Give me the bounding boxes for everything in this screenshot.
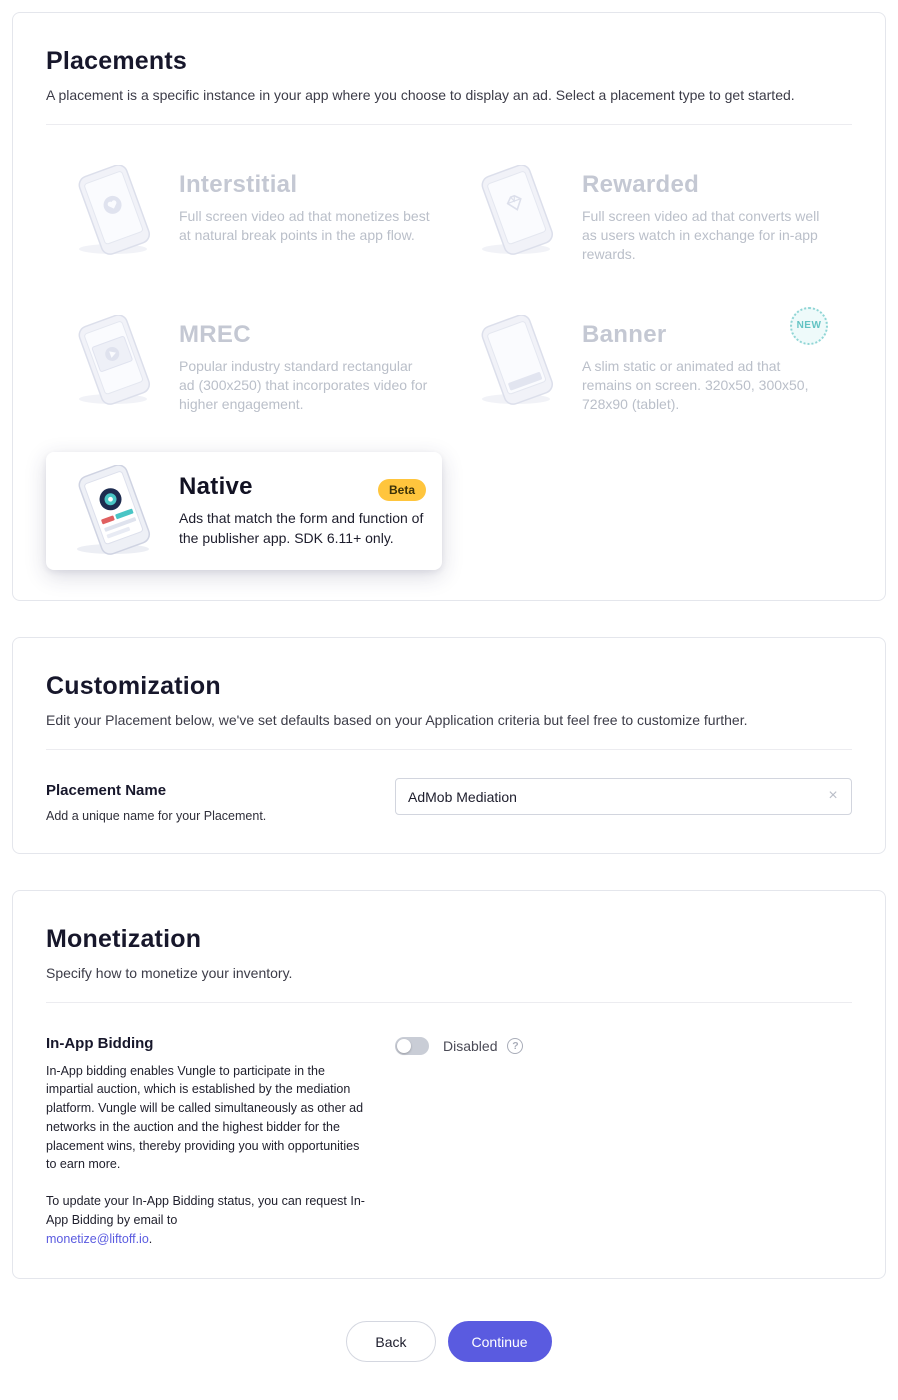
- placement-type-banner[interactable]: [449, 303, 852, 427]
- placement-name-row: [46, 778, 852, 823]
- divider: [46, 749, 852, 750]
- placement-type-mrec[interactable]: [46, 303, 449, 427]
- beta-badge: Beta: [378, 479, 426, 501]
- placement-type-description: Full screen video ad that converts well as users watch in exchange for in-app rewards.: [582, 207, 820, 263]
- continue-button[interactable]: Continue: [448, 1321, 552, 1362]
- placement-type-grid: [46, 153, 852, 571]
- monetization-title: Monetization: [46, 925, 202, 954]
- placement-type-interstitial[interactable]: [46, 153, 449, 277]
- divider: [46, 124, 852, 125]
- placement-name-input[interactable]: [395, 778, 852, 815]
- placement-type-description: Full screen video ad that monetizes best at natural break points in the app flow.: [179, 207, 430, 243]
- customization-subtitle: Edit your Placement below, we've set defaults based on your Application criteria but feel free to customize further.: [46, 712, 748, 729]
- banner-phone-icon: [464, 315, 568, 407]
- help-icon[interactable]: [507, 1038, 523, 1054]
- placement-type-title: Rewarded: [582, 170, 700, 198]
- new-badge: NEW: [790, 307, 828, 345]
- placement-type-title: Banner: [582, 320, 667, 348]
- footer-actions: [12, 1315, 886, 1372]
- native-phone-icon: [61, 465, 165, 557]
- placements-subtitle: A placement is a specific instance in your app where you choose to display an ad. Select a placement type to get started.: [46, 87, 795, 103]
- monetization-card: [12, 890, 886, 1279]
- placements-card: [12, 12, 886, 601]
- placement-name-help: Add a unique name for your Placement.: [46, 809, 267, 824]
- monetize-email-link[interactable]: monetize@liftoff.io: [46, 1231, 149, 1246]
- in-app-bidding-label: In-App Bidding: [46, 1034, 154, 1052]
- placement-type-title: Interstitial: [179, 170, 298, 198]
- monetization-subtitle: Specify how to monetize your inventory.: [46, 965, 293, 982]
- in-app-bidding-toggle[interactable]: [395, 1037, 429, 1055]
- customization-card: [12, 637, 886, 854]
- placement-type-description: A slim static or animated ad that remains on screen. 320x50, 300x50, 728x90 (tablet).: [582, 357, 809, 413]
- toggle-knob: [397, 1039, 411, 1053]
- placement-name-label: Placement Name: [46, 782, 167, 800]
- placement-type-title: MREC: [179, 320, 251, 348]
- placements-title: Placements: [46, 47, 187, 75]
- placement-type-native[interactable]: [46, 452, 442, 570]
- in-app-bidding-row: [46, 1031, 852, 1249]
- interstitial-phone-icon: [61, 165, 165, 257]
- clear-input-icon[interactable]: [824, 787, 842, 805]
- placement-type-description: Popular industry standard rectangular ad (300x250) that incorporates video for higher engagement.: [179, 357, 428, 413]
- divider: [46, 1002, 852, 1003]
- placement-type-rewarded[interactable]: [449, 153, 852, 277]
- customization-title: Customization: [46, 672, 221, 701]
- rewarded-phone-icon: [464, 165, 568, 257]
- in-app-bidding-description: In-App bidding enables Vungle to participate in the impartial auction, which is established by the mediation platform. Vungle will be called simultaneously as other ad networks in the auction and the highest bidder for the placement wins, thereby providing you with opportunities to earn more.: [46, 1063, 364, 1172]
- in-app-bidding-status: Disabled: [443, 1037, 498, 1054]
- placement-type-description: Ads that match the form and function of the publisher app. SDK 6.11+ only.: [179, 510, 424, 546]
- back-button[interactable]: Back: [346, 1321, 435, 1362]
- in-app-bidding-request: To update your In-App Bidding status, you can request In-App Bidding by email to monetize@liftoff.io.: [46, 1194, 365, 1246]
- placement-type-title: Native: [179, 473, 253, 501]
- mrec-phone-icon: [61, 315, 165, 407]
